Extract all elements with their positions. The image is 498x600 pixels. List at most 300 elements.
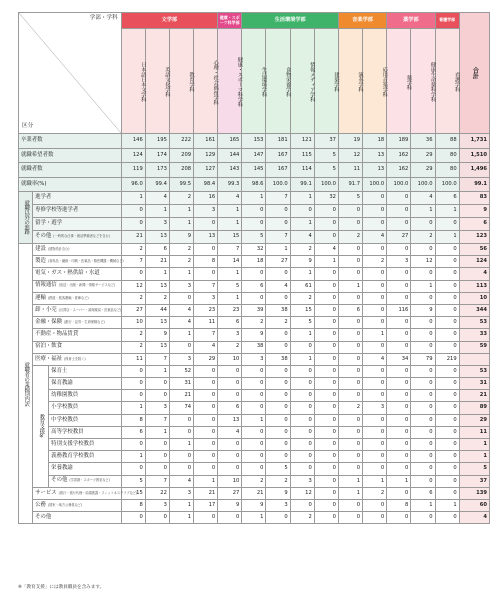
value-cell: 0	[435, 280, 459, 292]
value-cell: 12	[290, 487, 314, 499]
value-cell: 4	[169, 475, 193, 487]
value-cell: 6	[145, 244, 169, 256]
value-cell: 0	[363, 317, 387, 329]
value-cell: 0	[121, 268, 145, 280]
value-cell: 0	[218, 439, 242, 451]
value-cell: 0	[218, 378, 242, 390]
value-cell: 0	[435, 378, 459, 390]
row-label	[33, 256, 122, 268]
value-cell: 1	[242, 192, 266, 205]
value-cell: 0	[387, 487, 411, 499]
value-cell: 1	[290, 268, 314, 280]
value-cell: 18	[363, 134, 387, 149]
value-cell: 21	[121, 231, 145, 244]
row-label-text: 専修学校等進学者	[35, 207, 79, 214]
value-cell: 1	[169, 218, 193, 231]
value-cell: 0	[411, 244, 435, 256]
value-cell: 27	[218, 487, 242, 499]
value-cell: 13	[145, 317, 169, 329]
value-cell: 0	[411, 402, 435, 414]
value-cell: 0	[411, 439, 435, 451]
value-cell: 1	[411, 499, 435, 511]
total-cell: 60	[459, 499, 489, 511]
row-label	[49, 463, 121, 475]
value-cell: 0	[411, 268, 435, 280]
value-cell: 0	[218, 463, 242, 475]
value-cell: 0	[363, 268, 387, 280]
value-cell: 4	[218, 426, 242, 438]
faculty-header: 生活環境学部	[242, 13, 339, 29]
row-label-text: 医療・福祉	[35, 355, 63, 362]
value-cell: 0	[435, 341, 459, 353]
row-label	[19, 177, 122, 192]
row-label	[33, 268, 122, 280]
value-cell: 4	[290, 231, 314, 244]
value-cell: 124	[121, 148, 145, 163]
value-cell: 0	[145, 512, 169, 524]
value-cell: 0	[387, 329, 411, 341]
value-cell: 5	[338, 192, 362, 205]
value-cell: 0	[290, 439, 314, 451]
row-label-text: 卸・小売	[35, 306, 57, 313]
value-cell: 32	[314, 192, 338, 205]
total-cell: 21	[459, 390, 489, 402]
value-cell: 0	[145, 390, 169, 402]
value-cell: 0	[363, 218, 387, 231]
value-cell: 0	[411, 390, 435, 402]
value-cell: 0	[314, 487, 338, 499]
value-cell: 0	[411, 463, 435, 475]
value-cell: 0	[338, 451, 362, 463]
value-cell: 0	[194, 365, 218, 377]
value-cell: 34	[387, 353, 411, 365]
value-cell: 15	[218, 231, 242, 244]
department-header: 応用音楽学科	[363, 29, 387, 134]
value-cell: 12	[411, 256, 435, 268]
table-row	[19, 390, 490, 402]
value-cell: 0	[218, 390, 242, 402]
value-cell: 21	[242, 487, 266, 499]
value-cell: 18	[242, 256, 266, 268]
value-cell: 2	[266, 475, 290, 487]
total-cell: 99.1	[459, 177, 489, 192]
row-label-note: (旅行・旅行代理・結婚披露・フィットネスクラブなど)	[58, 490, 138, 495]
corner-header	[19, 13, 122, 134]
total-header: 合計	[459, 13, 489, 134]
value-cell: 11	[194, 317, 218, 329]
value-cell: 6	[218, 317, 242, 329]
value-cell: 5	[218, 280, 242, 292]
table-row	[19, 341, 490, 353]
value-cell: 0	[435, 426, 459, 438]
row-label-note: (建物設計含む)	[47, 246, 70, 251]
table-row	[19, 487, 490, 499]
value-cell: 29	[411, 148, 435, 163]
value-cell: 0	[314, 268, 338, 280]
value-cell: 209	[169, 148, 193, 163]
value-cell: 167	[266, 163, 290, 178]
value-cell: 0	[435, 390, 459, 402]
value-cell: 5	[121, 475, 145, 487]
row-label-text: 建設	[35, 245, 46, 252]
value-cell: 0	[338, 414, 362, 426]
value-cell: 0	[266, 329, 290, 341]
row-label-text: 栄養教諭	[51, 465, 73, 472]
table-row	[19, 365, 490, 377]
value-cell: 1	[121, 451, 145, 463]
value-cell: 31	[169, 378, 193, 390]
value-cell: 0	[194, 451, 218, 463]
value-cell: 1	[169, 439, 193, 451]
value-cell: 29	[194, 353, 218, 365]
total-cell: 53	[459, 365, 489, 377]
value-cell: 21	[169, 390, 193, 402]
table-row	[19, 192, 490, 205]
row-label	[33, 512, 122, 524]
row-label	[49, 451, 121, 463]
row-label	[33, 304, 122, 316]
value-cell: 0	[435, 268, 459, 280]
summary-row	[19, 148, 490, 163]
row-label-text: 金融・保険	[35, 319, 63, 326]
value-cell: 0	[242, 451, 266, 463]
value-cell: 23	[218, 304, 242, 316]
value-cell: 80	[435, 163, 459, 178]
value-cell: 0	[387, 512, 411, 524]
value-cell: 88	[435, 134, 459, 149]
value-cell: 0	[411, 451, 435, 463]
value-cell: 0	[314, 353, 338, 365]
value-cell: 0	[290, 390, 314, 402]
value-cell: 0	[314, 218, 338, 231]
value-cell: 0	[314, 390, 338, 402]
value-cell: 0	[242, 439, 266, 451]
value-cell: 0	[363, 304, 387, 316]
department-header: 生活環境学科	[242, 29, 266, 134]
department-header: 演奏学科	[338, 29, 362, 134]
value-cell: 3	[169, 280, 193, 292]
value-cell: 23	[194, 304, 218, 316]
value-cell: 0	[314, 205, 338, 218]
value-cell: 0	[363, 426, 387, 438]
row-label-text: 保育教諭	[51, 379, 73, 386]
value-cell: 161	[194, 134, 218, 149]
value-cell: 1	[435, 205, 459, 218]
total-cell: 33	[459, 329, 489, 341]
value-cell: 1	[411, 205, 435, 218]
value-cell: 3	[145, 499, 169, 511]
value-cell: 9	[411, 304, 435, 316]
value-cell: 0	[411, 365, 435, 377]
value-cell: 1	[411, 280, 435, 292]
value-cell: 13	[145, 280, 169, 292]
value-cell: 0	[338, 256, 362, 268]
value-cell: 2	[242, 475, 266, 487]
value-cell: 100.0	[266, 177, 290, 192]
value-cell: 1	[169, 205, 193, 218]
row-label	[33, 192, 122, 205]
value-cell: 0	[169, 292, 193, 304]
value-cell: 1	[145, 205, 169, 218]
value-cell: 2	[218, 341, 242, 353]
row-label-text: その他	[35, 514, 52, 521]
value-cell: 0	[411, 378, 435, 390]
row-label	[33, 499, 122, 511]
value-cell: 0	[194, 426, 218, 438]
value-cell: 0	[266, 451, 290, 463]
value-cell: 0	[290, 499, 314, 511]
value-cell: 21	[194, 487, 218, 499]
value-cell: 0	[363, 244, 387, 256]
value-cell: 0	[194, 390, 218, 402]
subgroup-label: 教育支援※	[33, 365, 49, 487]
value-cell: 0	[363, 463, 387, 475]
value-cell: 14	[218, 256, 242, 268]
value-cell: 0	[387, 341, 411, 353]
row-label	[49, 390, 121, 402]
total-cell: 6	[459, 218, 489, 231]
value-cell: 98.6	[242, 177, 266, 192]
row-label-note: (放送・出版・新聞・情報サービスなど)	[58, 283, 116, 288]
value-cell: 0	[387, 317, 411, 329]
value-cell: 5	[314, 148, 338, 163]
value-cell: 162	[387, 163, 411, 178]
value-cell: 0	[314, 426, 338, 438]
value-cell: 36	[411, 134, 435, 149]
value-cell: 0	[242, 426, 266, 438]
value-cell: 0	[338, 463, 362, 475]
value-cell: 0	[314, 317, 338, 329]
value-cell: 11	[338, 163, 362, 178]
value-cell: 1	[145, 365, 169, 377]
value-cell: 0	[314, 451, 338, 463]
total-cell: 29	[459, 414, 489, 426]
value-cell: 0	[411, 475, 435, 487]
row-label	[19, 134, 122, 149]
value-cell: 0	[338, 341, 362, 353]
value-cell: 1	[169, 268, 193, 280]
value-cell: 3	[290, 475, 314, 487]
value-cell: 1	[169, 499, 193, 511]
row-label	[33, 244, 122, 256]
value-cell: 0	[266, 414, 290, 426]
row-label	[33, 218, 122, 231]
value-cell: 2	[290, 512, 314, 524]
faculty-header: 健康・スポーツ科学部	[218, 13, 242, 29]
value-cell: 0	[169, 426, 193, 438]
row-label-text: 不動産・物品賃貸	[35, 331, 79, 338]
value-cell: 8	[387, 499, 411, 511]
value-cell: 189	[387, 134, 411, 149]
row-label-text: 留学・遊学	[35, 220, 63, 227]
value-cell: 0	[242, 463, 266, 475]
value-cell: 4	[169, 304, 193, 316]
table-row	[19, 499, 490, 511]
value-cell: 2	[363, 487, 387, 499]
total-cell: 4	[459, 512, 489, 524]
value-cell: 27	[387, 231, 411, 244]
total-cell: 124	[459, 256, 489, 268]
value-cell: 0	[242, 378, 266, 390]
value-cell: 0	[266, 378, 290, 390]
value-cell: 0	[314, 329, 338, 341]
value-cell: 1	[387, 475, 411, 487]
total-cell: 1,510	[459, 148, 489, 163]
value-cell: 2	[145, 292, 169, 304]
value-cell: 0	[266, 439, 290, 451]
value-cell: 0	[242, 205, 266, 218]
summary-row	[19, 163, 490, 178]
value-cell: 3	[194, 292, 218, 304]
value-cell: 99.3	[218, 177, 242, 192]
value-cell: 0	[435, 304, 459, 316]
value-cell: 5	[242, 231, 266, 244]
employment-statistics-table	[18, 12, 490, 524]
value-cell: 0	[363, 390, 387, 402]
value-cell: 173	[145, 163, 169, 178]
value-cell: 0	[387, 402, 411, 414]
row-label-text: 電気・ガス・熱供給・水道	[35, 270, 100, 277]
value-cell: 0	[218, 365, 242, 377]
value-cell: 0	[363, 205, 387, 218]
value-cell: 22	[145, 487, 169, 499]
row-label	[33, 280, 122, 292]
value-cell: 0	[435, 256, 459, 268]
value-cell: 0	[242, 365, 266, 377]
department-header: 日本語日本文学科	[121, 29, 145, 134]
table-row	[19, 218, 490, 231]
value-cell: 0	[387, 280, 411, 292]
value-cell: 0	[242, 268, 266, 280]
value-cell: 5	[290, 317, 314, 329]
value-cell: 98.4	[194, 177, 218, 192]
department-header: 健康・スポーツ科学科	[218, 29, 242, 134]
table-row	[19, 205, 490, 218]
value-cell: 162	[387, 148, 411, 163]
value-cell: 8	[121, 414, 145, 426]
value-cell: 13	[145, 231, 169, 244]
value-cell: 0	[266, 292, 290, 304]
row-label-text: 特別支援学校教員	[51, 440, 95, 447]
value-cell: 0	[387, 390, 411, 402]
department-header: 建築学科	[314, 29, 338, 134]
value-cell: 5	[314, 163, 338, 178]
value-cell: 0	[314, 231, 338, 244]
value-cell: 4	[266, 280, 290, 292]
value-cell: 119	[121, 163, 145, 178]
diagonal-line	[19, 13, 121, 133]
value-cell: 0	[194, 439, 218, 451]
value-cell: 27	[266, 256, 290, 268]
value-cell: 2	[169, 244, 193, 256]
value-cell: 74	[169, 402, 193, 414]
value-cell: 7	[218, 244, 242, 256]
row-label	[49, 475, 121, 487]
value-cell: 0	[363, 512, 387, 524]
faculty-header: 薬学部	[387, 13, 435, 29]
value-cell: 8	[194, 256, 218, 268]
value-cell: 2	[121, 292, 145, 304]
value-cell: 127	[194, 163, 218, 178]
department-header: 看護学科	[435, 29, 459, 134]
value-cell: 0	[266, 218, 290, 231]
value-cell: 0	[314, 402, 338, 414]
value-cell: 0	[290, 451, 314, 463]
row-label-note: (百貨店・スーパー・調剤薬局・医薬品など)	[58, 307, 122, 312]
value-cell: 1	[218, 292, 242, 304]
value-cell: 1	[266, 244, 290, 256]
value-cell: 3	[266, 499, 290, 511]
value-cell: 0	[387, 205, 411, 218]
value-cell: 100.0	[363, 177, 387, 192]
value-cell: 0	[121, 463, 145, 475]
value-cell: 9	[169, 231, 193, 244]
total-cell: 59	[459, 341, 489, 353]
value-cell: 37	[314, 134, 338, 149]
value-cell: 0	[387, 268, 411, 280]
value-cell: 10	[218, 353, 242, 365]
value-cell: 0	[411, 329, 435, 341]
value-cell: 0	[194, 378, 218, 390]
value-cell: 0	[387, 426, 411, 438]
value-cell: 0	[266, 341, 290, 353]
value-cell: 3	[145, 218, 169, 231]
value-cell: 2	[411, 231, 435, 244]
row-label-text: 義務教育学校教員	[51, 453, 95, 460]
value-cell: 38	[266, 353, 290, 365]
value-cell: 0	[338, 268, 362, 280]
group-label: 就職以外の進路	[19, 192, 33, 244]
value-cell: 79	[411, 353, 435, 365]
value-cell: 0	[290, 205, 314, 218]
value-cell: 16	[194, 192, 218, 205]
value-cell: 0	[338, 218, 362, 231]
value-cell: 0	[194, 244, 218, 256]
value-cell: 0	[387, 192, 411, 205]
value-cell: 4	[411, 192, 435, 205]
value-cell: 1	[218, 218, 242, 231]
table-row	[19, 256, 490, 268]
total-cell: 10	[459, 292, 489, 304]
value-cell: 114	[290, 163, 314, 178]
table-row	[19, 475, 490, 487]
value-cell: 0	[242, 292, 266, 304]
row-label-text: 進学者	[35, 194, 52, 201]
value-cell: 0	[435, 487, 459, 499]
value-cell: 1	[242, 512, 266, 524]
value-cell: 0	[387, 244, 411, 256]
value-cell: 0	[145, 439, 169, 451]
value-cell: 6	[121, 426, 145, 438]
value-cell: 0	[338, 499, 362, 511]
value-cell: 0	[314, 341, 338, 353]
value-cell: 13	[194, 231, 218, 244]
value-cell: 0	[435, 512, 459, 524]
value-cell: 6	[435, 192, 459, 205]
value-cell: 27	[121, 304, 145, 316]
value-cell: 1	[145, 268, 169, 280]
value-cell: 1	[121, 192, 145, 205]
row-label-text: 幼稚園教員	[51, 392, 79, 399]
value-cell: 52	[169, 365, 193, 377]
total-cell: 113	[459, 280, 489, 292]
total-cell: 123	[459, 231, 489, 244]
value-cell: 19	[338, 134, 362, 149]
value-cell: 3	[145, 402, 169, 414]
value-cell: 3	[218, 329, 242, 341]
value-cell: 8	[121, 499, 145, 511]
group-label: 就職者の業種別内訳	[19, 244, 33, 524]
